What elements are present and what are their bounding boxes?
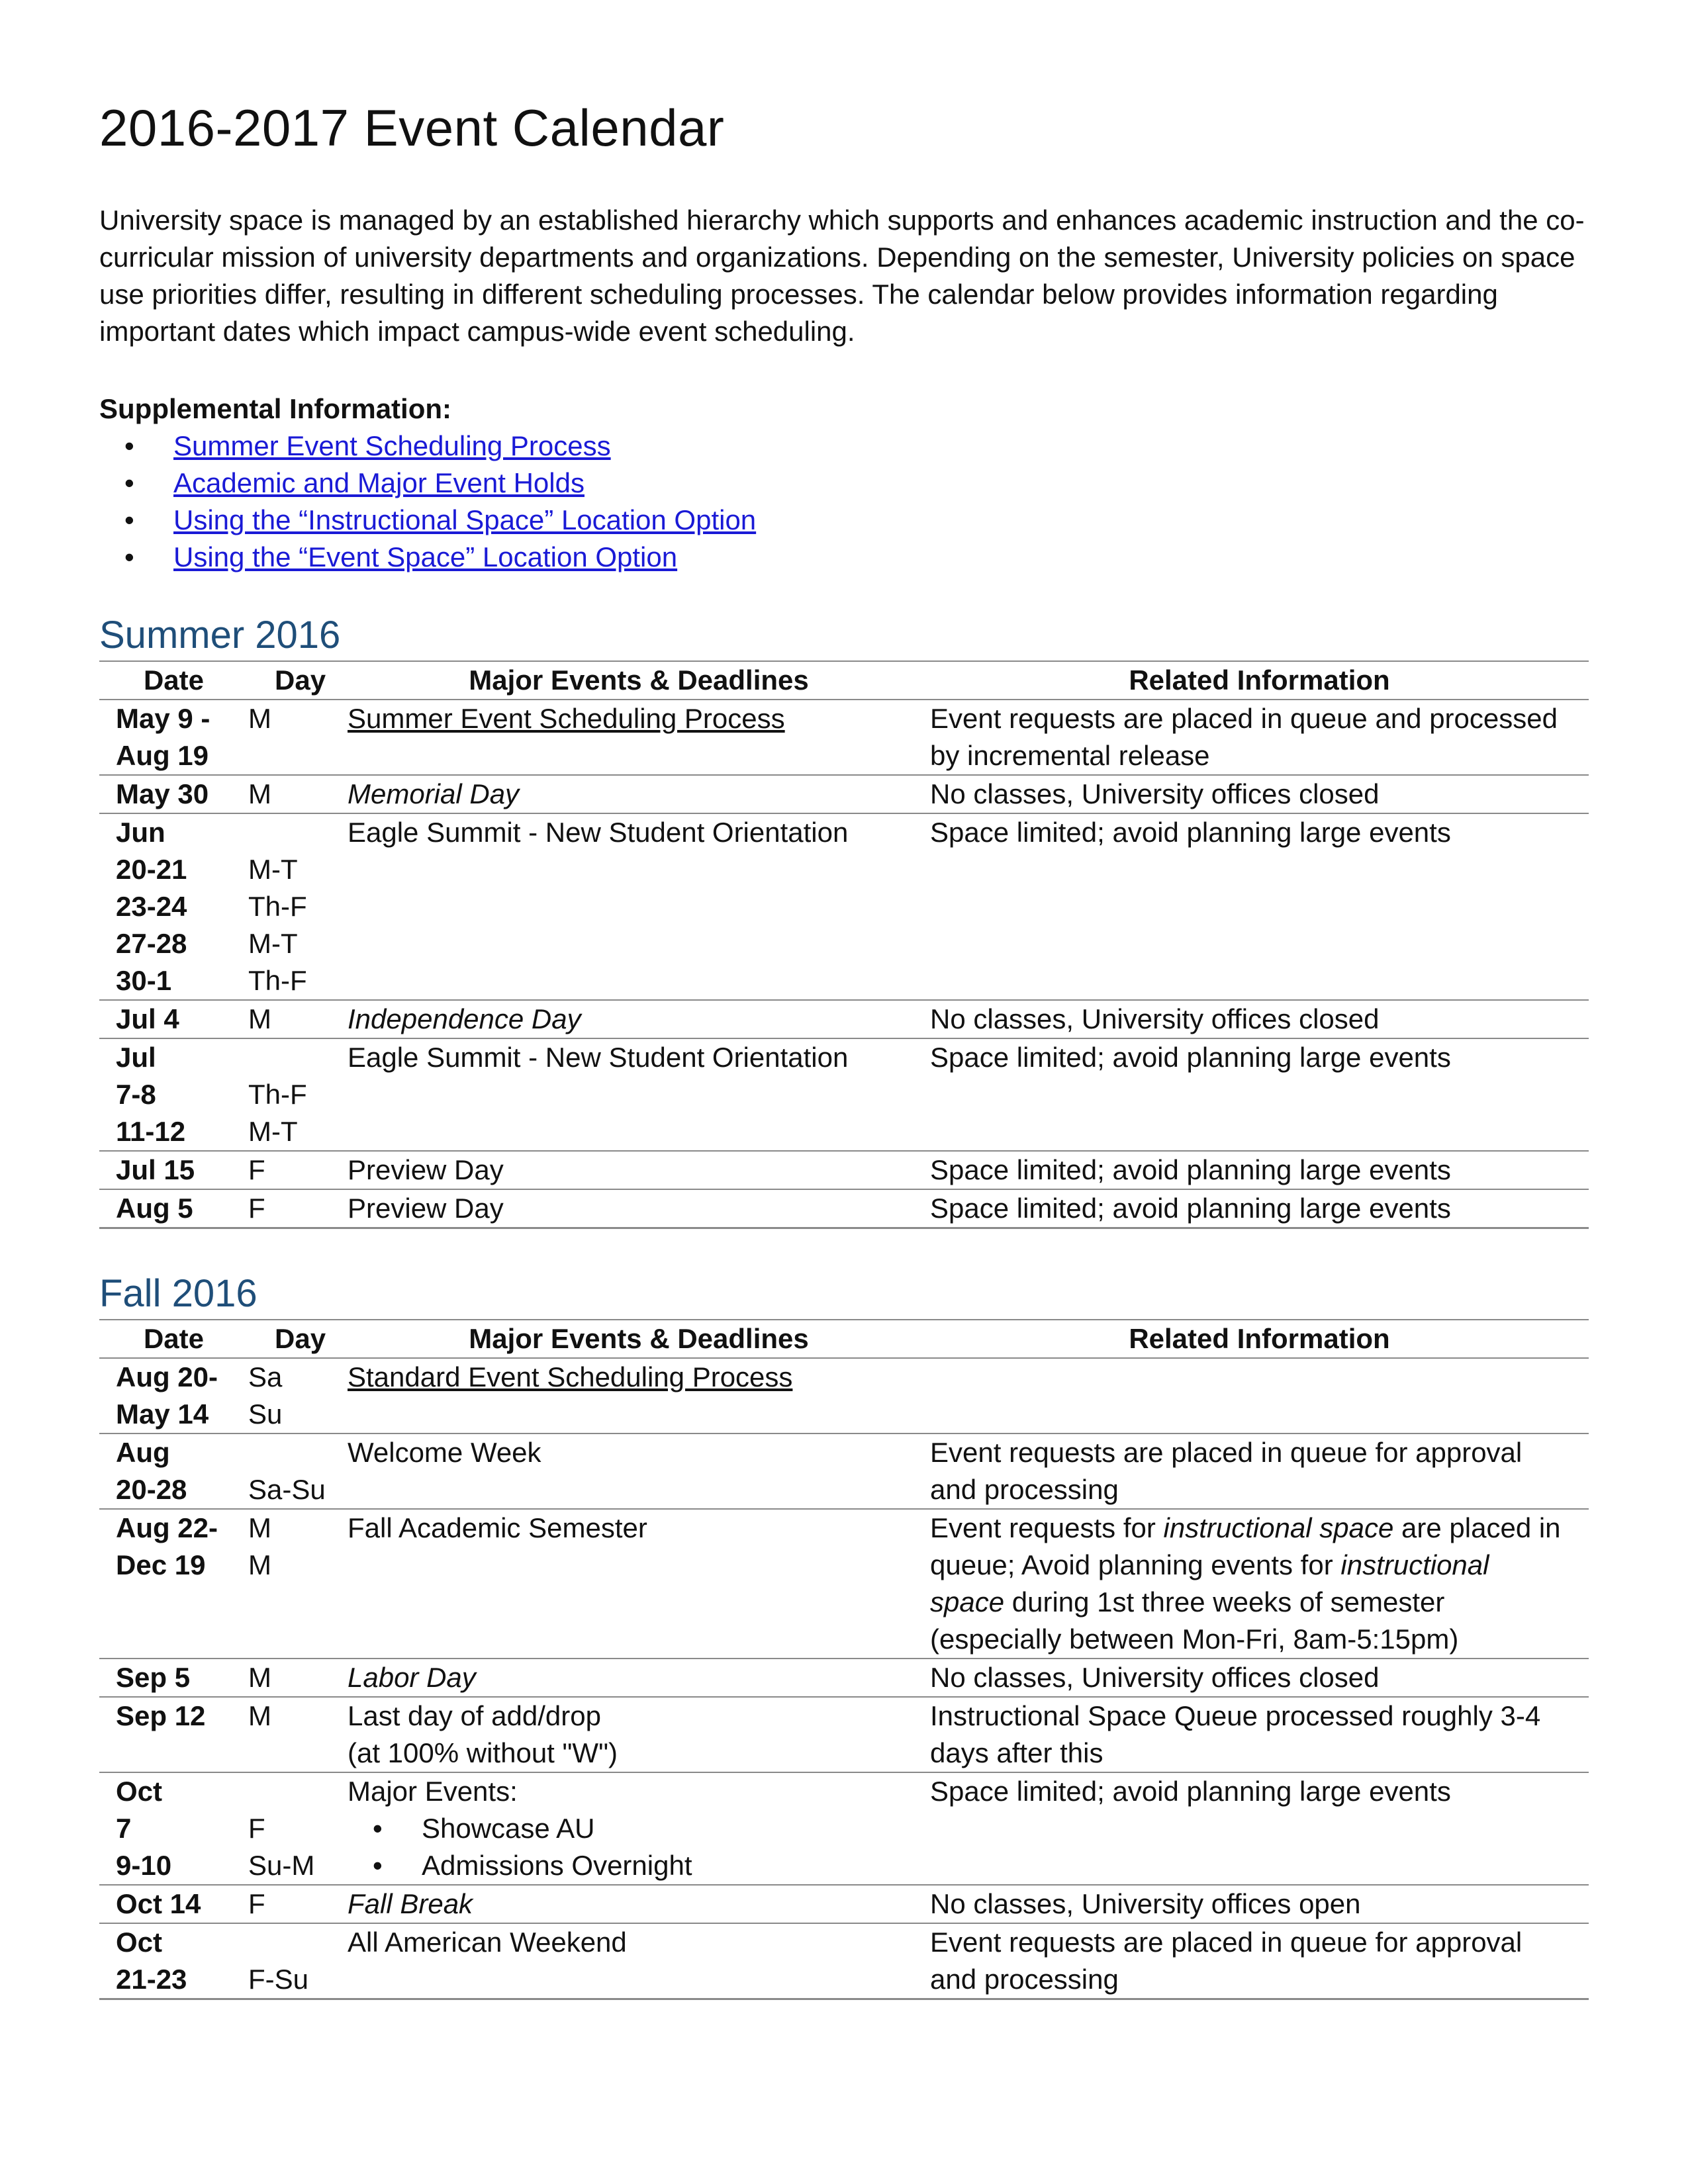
link-instructional-space-option[interactable]: Using the “Instructional Space” Location Option xyxy=(173,504,757,535)
date-cell xyxy=(99,1433,248,1509)
info-text: space xyxy=(930,1586,1005,1617)
day-text: M xyxy=(248,1512,271,1543)
day-cell xyxy=(248,700,348,775)
list-item xyxy=(99,539,756,576)
event-cell xyxy=(348,1772,930,1885)
day-cell xyxy=(248,1000,348,1038)
info-text: Instructional Space Queue processed roughly 3-4 xyxy=(930,1700,1541,1731)
day-text: F xyxy=(248,1888,265,1919)
info-text: (especially between Mon-Fri, 8am-5:15pm) xyxy=(930,1623,1459,1655)
day-text xyxy=(248,1434,348,1471)
bullet-icon: • xyxy=(124,467,134,498)
date-text: 11-12 xyxy=(116,1116,186,1147)
day-cell xyxy=(248,1509,348,1659)
info-text: Event requests are placed in queue and processed xyxy=(930,703,1558,734)
day-text: M xyxy=(248,1662,271,1693)
list-item xyxy=(99,428,756,465)
event-text: Preview Day xyxy=(348,1154,504,1185)
info-cell xyxy=(930,1772,1589,1885)
info-cell xyxy=(930,1697,1589,1772)
event-text: Preview Day xyxy=(348,1193,504,1224)
date-cell xyxy=(99,1038,248,1151)
date-text: Dec 19 xyxy=(116,1549,206,1580)
header-day: Day xyxy=(248,1320,348,1358)
info-text: Space limited; avoid planning large events xyxy=(930,1154,1451,1185)
date-text: 7-8 xyxy=(116,1079,156,1110)
table-row xyxy=(99,1772,1589,1885)
day-cell xyxy=(248,1433,348,1509)
info-line xyxy=(930,1510,1589,1547)
intro-paragraph: University space is managed by an established hierarchy which supports and enhances academic instruction and the co-curricular mission of university departments and organizations. Depending on the semester, University policies on space use priorities differ, resulting in different scheduling processes. The calendar below provides information regarding important dates which impact campus-wide event scheduling. xyxy=(99,205,1585,347)
date-cell xyxy=(99,813,248,1000)
date-text: Oct xyxy=(116,1776,163,1807)
event-text: Welcome Week xyxy=(348,1437,541,1468)
date-text: Aug 22- xyxy=(116,1512,218,1543)
event-cell xyxy=(348,1885,930,1923)
info-text: instructional space xyxy=(1163,1512,1394,1543)
date-text: Jul 4 xyxy=(116,1003,179,1034)
list-item xyxy=(99,465,756,502)
day-text xyxy=(248,814,348,851)
summer-table xyxy=(99,660,1589,1229)
date-cell xyxy=(99,1509,248,1659)
info-text: No classes, University offices closed xyxy=(930,1003,1380,1034)
date-text: 21-23 xyxy=(116,1964,187,1995)
table-header-row xyxy=(99,661,1589,700)
day-text: Su-M xyxy=(248,1850,315,1881)
info-cell xyxy=(930,1433,1589,1509)
day-text: Sa xyxy=(248,1361,283,1392)
table-row xyxy=(99,1189,1589,1228)
event-text: Eagle Summit - New Student Orientation xyxy=(348,1042,849,1073)
day-text: M xyxy=(248,1700,271,1731)
header-day: Day xyxy=(248,661,348,700)
table-row xyxy=(99,1697,1589,1772)
supplemental-links xyxy=(99,428,756,576)
date-cell xyxy=(99,1151,248,1189)
header-date: Date xyxy=(99,661,248,700)
date-cell xyxy=(99,1697,248,1772)
info-cell xyxy=(930,1151,1589,1189)
info-text: Event requests are placed in queue for approval xyxy=(930,1927,1523,1958)
day-text: F xyxy=(248,1813,265,1844)
info-cell xyxy=(930,1000,1589,1038)
table-row xyxy=(99,1038,1589,1151)
date-text: May 30 xyxy=(116,778,209,809)
info-text: and processing xyxy=(930,1964,1119,1995)
event-text: Admissions Overnight xyxy=(422,1850,692,1881)
event-cell xyxy=(348,1509,930,1659)
event-cell xyxy=(348,1358,930,1433)
info-cell xyxy=(930,1038,1589,1151)
date-text: 7 xyxy=(116,1813,132,1844)
info-cell xyxy=(930,1358,1589,1433)
day-cell xyxy=(248,1885,348,1923)
info-line xyxy=(930,1584,1589,1621)
date-text: Oct 14 xyxy=(116,1888,201,1919)
day-cell xyxy=(248,1659,348,1697)
day-text: M xyxy=(248,703,271,734)
info-cell xyxy=(930,1659,1589,1697)
date-cell xyxy=(99,1923,248,1999)
table-row xyxy=(99,775,1589,813)
date-text: 30-1 xyxy=(116,965,172,996)
info-text: Event requests are placed in queue for approval xyxy=(930,1437,1523,1468)
table-row xyxy=(99,700,1589,775)
day-text: Th-F xyxy=(248,891,307,922)
day-text: F xyxy=(248,1193,265,1224)
event-text: Independence Day xyxy=(348,1003,581,1034)
info-text: No classes, University offices open xyxy=(930,1888,1361,1919)
date-text: Sep 12 xyxy=(116,1700,206,1731)
supplemental-title: Supplemental Information: xyxy=(99,393,452,424)
info-cell xyxy=(930,1189,1589,1228)
day-cell xyxy=(248,1772,348,1885)
date-text: Aug xyxy=(116,1437,170,1468)
table-row xyxy=(99,1000,1589,1038)
info-cell xyxy=(930,700,1589,775)
date-text: Jun xyxy=(116,817,165,848)
info-line xyxy=(930,1547,1589,1584)
day-cell xyxy=(248,1038,348,1151)
day-cell xyxy=(248,1189,348,1228)
date-cell xyxy=(99,775,248,813)
date-text: 20-21 xyxy=(116,854,187,885)
event-text: Major Events: xyxy=(348,1776,518,1807)
day-text: F xyxy=(248,1154,265,1185)
date-text: Sep 5 xyxy=(116,1662,191,1693)
date-cell xyxy=(99,1885,248,1923)
info-text xyxy=(930,1359,1589,1396)
info-text: Space limited; avoid planning large events xyxy=(930,1042,1451,1073)
event-text: Showcase AU xyxy=(422,1813,595,1844)
day-text: F-Su xyxy=(248,1964,309,1995)
day-cell xyxy=(248,1151,348,1189)
day-text: M xyxy=(248,1003,271,1034)
event-cell xyxy=(348,1659,930,1697)
event-text: Eagle Summit - New Student Orientation xyxy=(348,817,849,848)
info-text: No classes, University offices closed xyxy=(930,1662,1380,1693)
event-cell xyxy=(348,1433,930,1509)
day-cell xyxy=(248,1923,348,1999)
page-title: 2016-2017 Event Calendar xyxy=(99,99,725,157)
day-text: Sa-Su xyxy=(248,1474,326,1505)
event-text: (at 100% without "W") xyxy=(348,1737,618,1768)
table-row xyxy=(99,1923,1589,1999)
list-item xyxy=(99,502,756,539)
info-text: Space limited; avoid planning large events xyxy=(930,1776,1451,1807)
date-text: May 14 xyxy=(116,1398,209,1430)
bullet-icon: • xyxy=(124,541,134,572)
day-text: M-T xyxy=(248,928,298,959)
date-cell xyxy=(99,1189,248,1228)
event-link[interactable]: Summer Event Scheduling Process xyxy=(348,703,785,734)
date-text: Oct xyxy=(116,1927,163,1958)
info-cell xyxy=(930,1885,1589,1923)
event-text: Last day of add/drop xyxy=(348,1700,601,1731)
event-cell xyxy=(348,1000,930,1038)
event-cell xyxy=(348,1151,930,1189)
day-text: Th-F xyxy=(248,965,307,996)
event-text: Labor Day xyxy=(348,1662,476,1693)
info-cell xyxy=(930,775,1589,813)
link-summer-event-scheduling[interactable]: Summer Event Scheduling Process xyxy=(173,430,611,461)
info-text: Space limited; avoid planning large events xyxy=(930,817,1451,848)
info-text: are placed in xyxy=(1393,1512,1561,1543)
event-link[interactable]: Standard Event Scheduling Process xyxy=(348,1361,793,1392)
day-text: M xyxy=(248,1549,271,1580)
bullet-icon: • xyxy=(124,504,134,535)
info-text: days after this xyxy=(930,1737,1103,1768)
info-text: Space limited; avoid planning large events xyxy=(930,1193,1451,1224)
header-events: Major Events & Deadlines xyxy=(348,1320,930,1358)
date-cell xyxy=(99,1000,248,1038)
date-cell xyxy=(99,1772,248,1885)
fall-table xyxy=(99,1319,1589,2000)
header-info: Related Information xyxy=(930,1320,1589,1358)
info-text: by incremental release xyxy=(930,740,1210,771)
date-text: 23-24 xyxy=(116,891,187,922)
info-cell xyxy=(930,813,1589,1000)
info-text: and processing xyxy=(930,1474,1119,1505)
event-cell xyxy=(348,813,930,1000)
event-cell xyxy=(348,1189,930,1228)
table-row xyxy=(99,1659,1589,1697)
header-info: Related Information xyxy=(930,661,1589,700)
day-cell xyxy=(248,1358,348,1433)
event-cell xyxy=(348,1038,930,1151)
day-cell xyxy=(248,1697,348,1772)
info-cell xyxy=(930,1923,1589,1999)
day-cell xyxy=(248,813,348,1000)
header-events: Major Events & Deadlines xyxy=(348,661,930,700)
info-text: during 1st three weeks of semester xyxy=(1004,1586,1445,1617)
date-cell xyxy=(99,700,248,775)
event-cell xyxy=(348,1697,930,1772)
day-text: M xyxy=(248,778,271,809)
date-text: May 9 - xyxy=(116,703,211,734)
link-academic-major-event-holds[interactable]: Academic and Major Event Holds xyxy=(173,467,585,498)
date-text: Jul xyxy=(116,1042,156,1073)
date-cell xyxy=(99,1659,248,1697)
table-header-row xyxy=(99,1320,1589,1358)
table-row xyxy=(99,1885,1589,1923)
day-text xyxy=(248,1773,348,1810)
day-text xyxy=(248,1039,348,1076)
table-row xyxy=(99,1151,1589,1189)
table-row xyxy=(99,1509,1589,1659)
event-cell xyxy=(348,700,930,775)
day-cell xyxy=(248,775,348,813)
event-cell xyxy=(348,775,930,813)
day-text: Su xyxy=(248,1398,283,1430)
event-text: Memorial Day xyxy=(348,778,520,809)
date-text: Aug 19 xyxy=(116,740,209,771)
event-text: Fall Academic Semester xyxy=(348,1512,647,1543)
event-text: All American Weekend xyxy=(348,1927,627,1958)
section-title-fall: Fall 2016 xyxy=(99,1272,258,1315)
day-text: M-T xyxy=(248,854,298,885)
date-text: 20-28 xyxy=(116,1474,187,1505)
info-cell xyxy=(930,1509,1589,1659)
list-item xyxy=(348,1810,930,1847)
day-text: M-T xyxy=(248,1116,298,1147)
table-row xyxy=(99,1358,1589,1433)
info-text: No classes, University offices closed xyxy=(930,778,1380,809)
date-text: Aug 20- xyxy=(116,1361,218,1392)
day-text xyxy=(248,1924,348,1961)
bullet-icon: • xyxy=(373,1813,383,1844)
list-item xyxy=(348,1847,930,1884)
date-text: 27-28 xyxy=(116,928,187,959)
date-text: Jul 15 xyxy=(116,1154,195,1185)
link-event-space-option[interactable]: Using the “Event Space” Location Option xyxy=(173,541,678,572)
info-text: queue; Avoid planning events for xyxy=(930,1549,1341,1580)
event-text: Fall Break xyxy=(348,1888,473,1919)
date-cell xyxy=(99,1358,248,1433)
table-row xyxy=(99,813,1589,1000)
section-title-summer: Summer 2016 xyxy=(99,614,341,657)
date-text: 9-10 xyxy=(116,1850,172,1881)
event-cell xyxy=(348,1923,930,1999)
day-text: Th-F xyxy=(248,1079,307,1110)
info-text: instructional xyxy=(1340,1549,1489,1580)
bullet-icon: • xyxy=(124,430,134,461)
date-text: Aug 5 xyxy=(116,1193,193,1224)
bullet-icon: • xyxy=(373,1850,383,1881)
header-date: Date xyxy=(99,1320,248,1358)
info-text: Event requests for xyxy=(930,1512,1164,1543)
table-row xyxy=(99,1433,1589,1509)
